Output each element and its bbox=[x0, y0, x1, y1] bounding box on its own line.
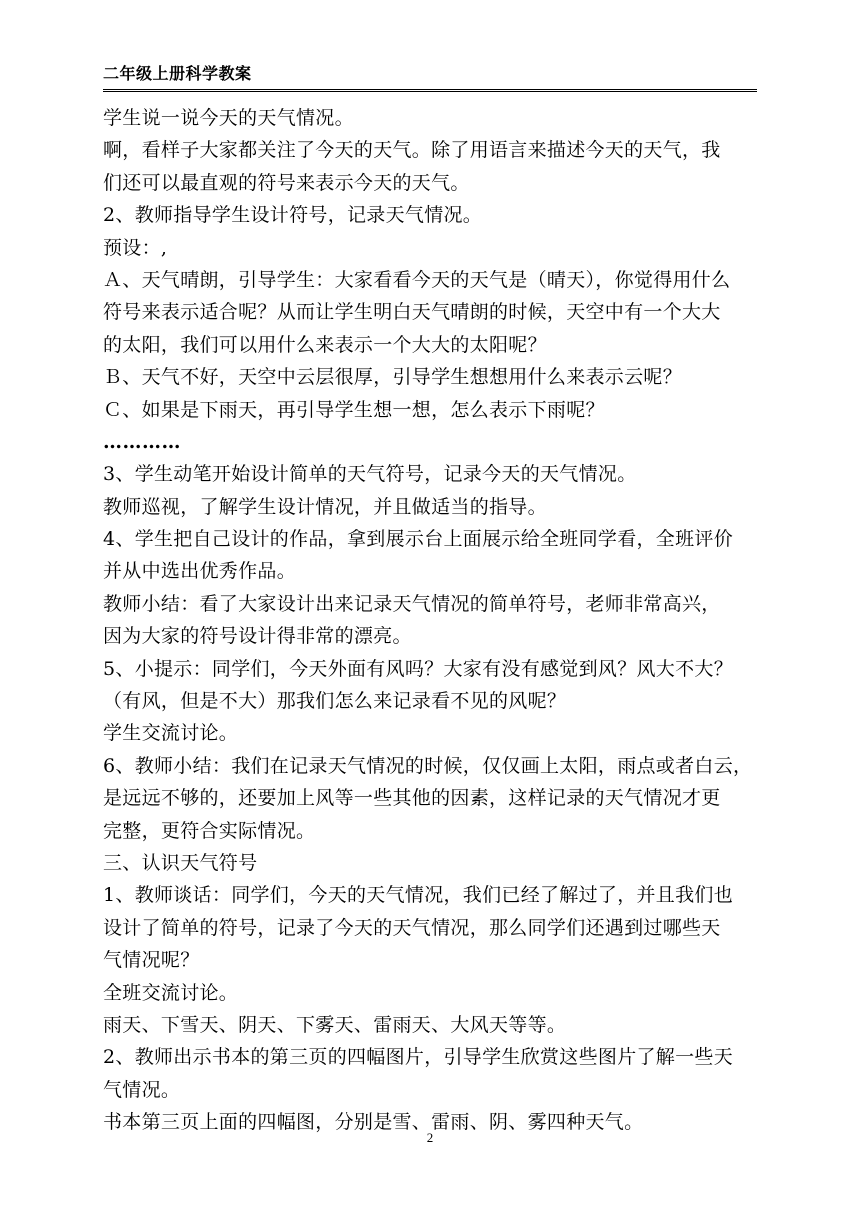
document-body bbox=[103, 102, 763, 1139]
text-line: Ｃ、如果是下雨天，再引导学生想一想，怎么表示下雨呢？ bbox=[103, 398, 605, 421]
text-line: 教师巡视，了解学生设计情况，并且做适当的指导。 bbox=[103, 495, 547, 518]
text-line: 气情况呢？ bbox=[103, 949, 200, 972]
text-line: 4、学生把自己设计的作品，拿到展示台上面展示给全班同学看，全班评价 bbox=[103, 528, 733, 551]
page-number: 2 bbox=[426, 1130, 434, 1145]
text-line: 并从中选出优秀作品。 bbox=[103, 560, 297, 583]
text-line: 3、学生动笔开始设计简单的天气符号，记录今天的天气情况。 bbox=[103, 463, 637, 486]
header-title: 二年级上册科学教案 bbox=[103, 64, 252, 83]
text-line: 雨天、下雪天、阴天、下雾天、雷雨天、大风天等等。 bbox=[103, 1013, 567, 1036]
text-line: 完整，更符合实际情况。 bbox=[103, 819, 316, 842]
page-header bbox=[103, 62, 757, 90]
text-line: 5、小提示：同学们，今天外面有风吗？大家有没有感觉到风？风大不大？ bbox=[103, 657, 733, 680]
text-line: 因为大家的符号设计得非常的漂亮。 bbox=[103, 625, 412, 648]
text-line: 们还可以最直观的符号来表示今天的天气。 bbox=[103, 171, 470, 194]
text-line: Ａ、天气晴朗，引导学生：大家看看今天的天气是（晴天），你觉得用什么 bbox=[103, 268, 731, 291]
text-line: 6、教师小结：我们在记录天气情况的时候，仅仅画上太阳，雨点或者白云， bbox=[103, 754, 753, 777]
text-line: Ｂ、天气不好，天空中云层很厚，引导学生想想用什么来表示云呢？ bbox=[103, 366, 683, 389]
text-line: 学生说一说今天的天气情况。 bbox=[103, 107, 354, 129]
text-line: 设计了简单的符号，记录了今天的天气情况，那么同学们还遇到过哪些天 bbox=[103, 916, 721, 939]
text-line: 书本第三页上面的四幅图，分别是雪、雷雨、阴、雾四种天气。 bbox=[103, 1111, 644, 1134]
text-line: 符号来表示适合呢？从而让学生明白天气晴朗的时候，天空中有一个大大 bbox=[103, 301, 721, 324]
text-line: 预设：, bbox=[103, 236, 168, 259]
text-line: 学生交流讨论。 bbox=[103, 722, 239, 745]
header-divider bbox=[103, 91, 757, 92]
text-line: 全班交流讨论。 bbox=[103, 981, 239, 1004]
text-line: 教师小结：看了大家设计出来记录天气情况的简单符号，老师非常高兴， bbox=[103, 592, 721, 615]
text-line: （有风，但是不大）那我们怎么来记录看不见的风呢？ bbox=[103, 690, 567, 713]
ellipsis-line: ………… bbox=[103, 430, 181, 453]
text-line: 的太阳，我们可以用什么来表示一个大大的太阳呢？ bbox=[103, 333, 547, 356]
text-line: 2、教师出示书本的第三页的四幅图片，引导学生欣赏这些图片了解一些天 bbox=[103, 1046, 733, 1069]
text-line: 是远远不够的，还要加上风等一些其他的因素，这样记录的天气情况才更 bbox=[103, 787, 721, 810]
text-line: 1、教师谈话：同学们，今天的天气情况，我们已经了解过了，并且我们也 bbox=[103, 884, 733, 907]
text-line: 啊，看样子大家都关注了今天的天气。除了用语言来描述今天的天气，我 bbox=[103, 139, 721, 162]
text-line: 2、教师指导学生设计符号，记录天气情况。 bbox=[103, 204, 483, 227]
section-heading: 三、认识天气符号 bbox=[103, 851, 258, 874]
text-line: 气情况。 bbox=[103, 1078, 181, 1101]
